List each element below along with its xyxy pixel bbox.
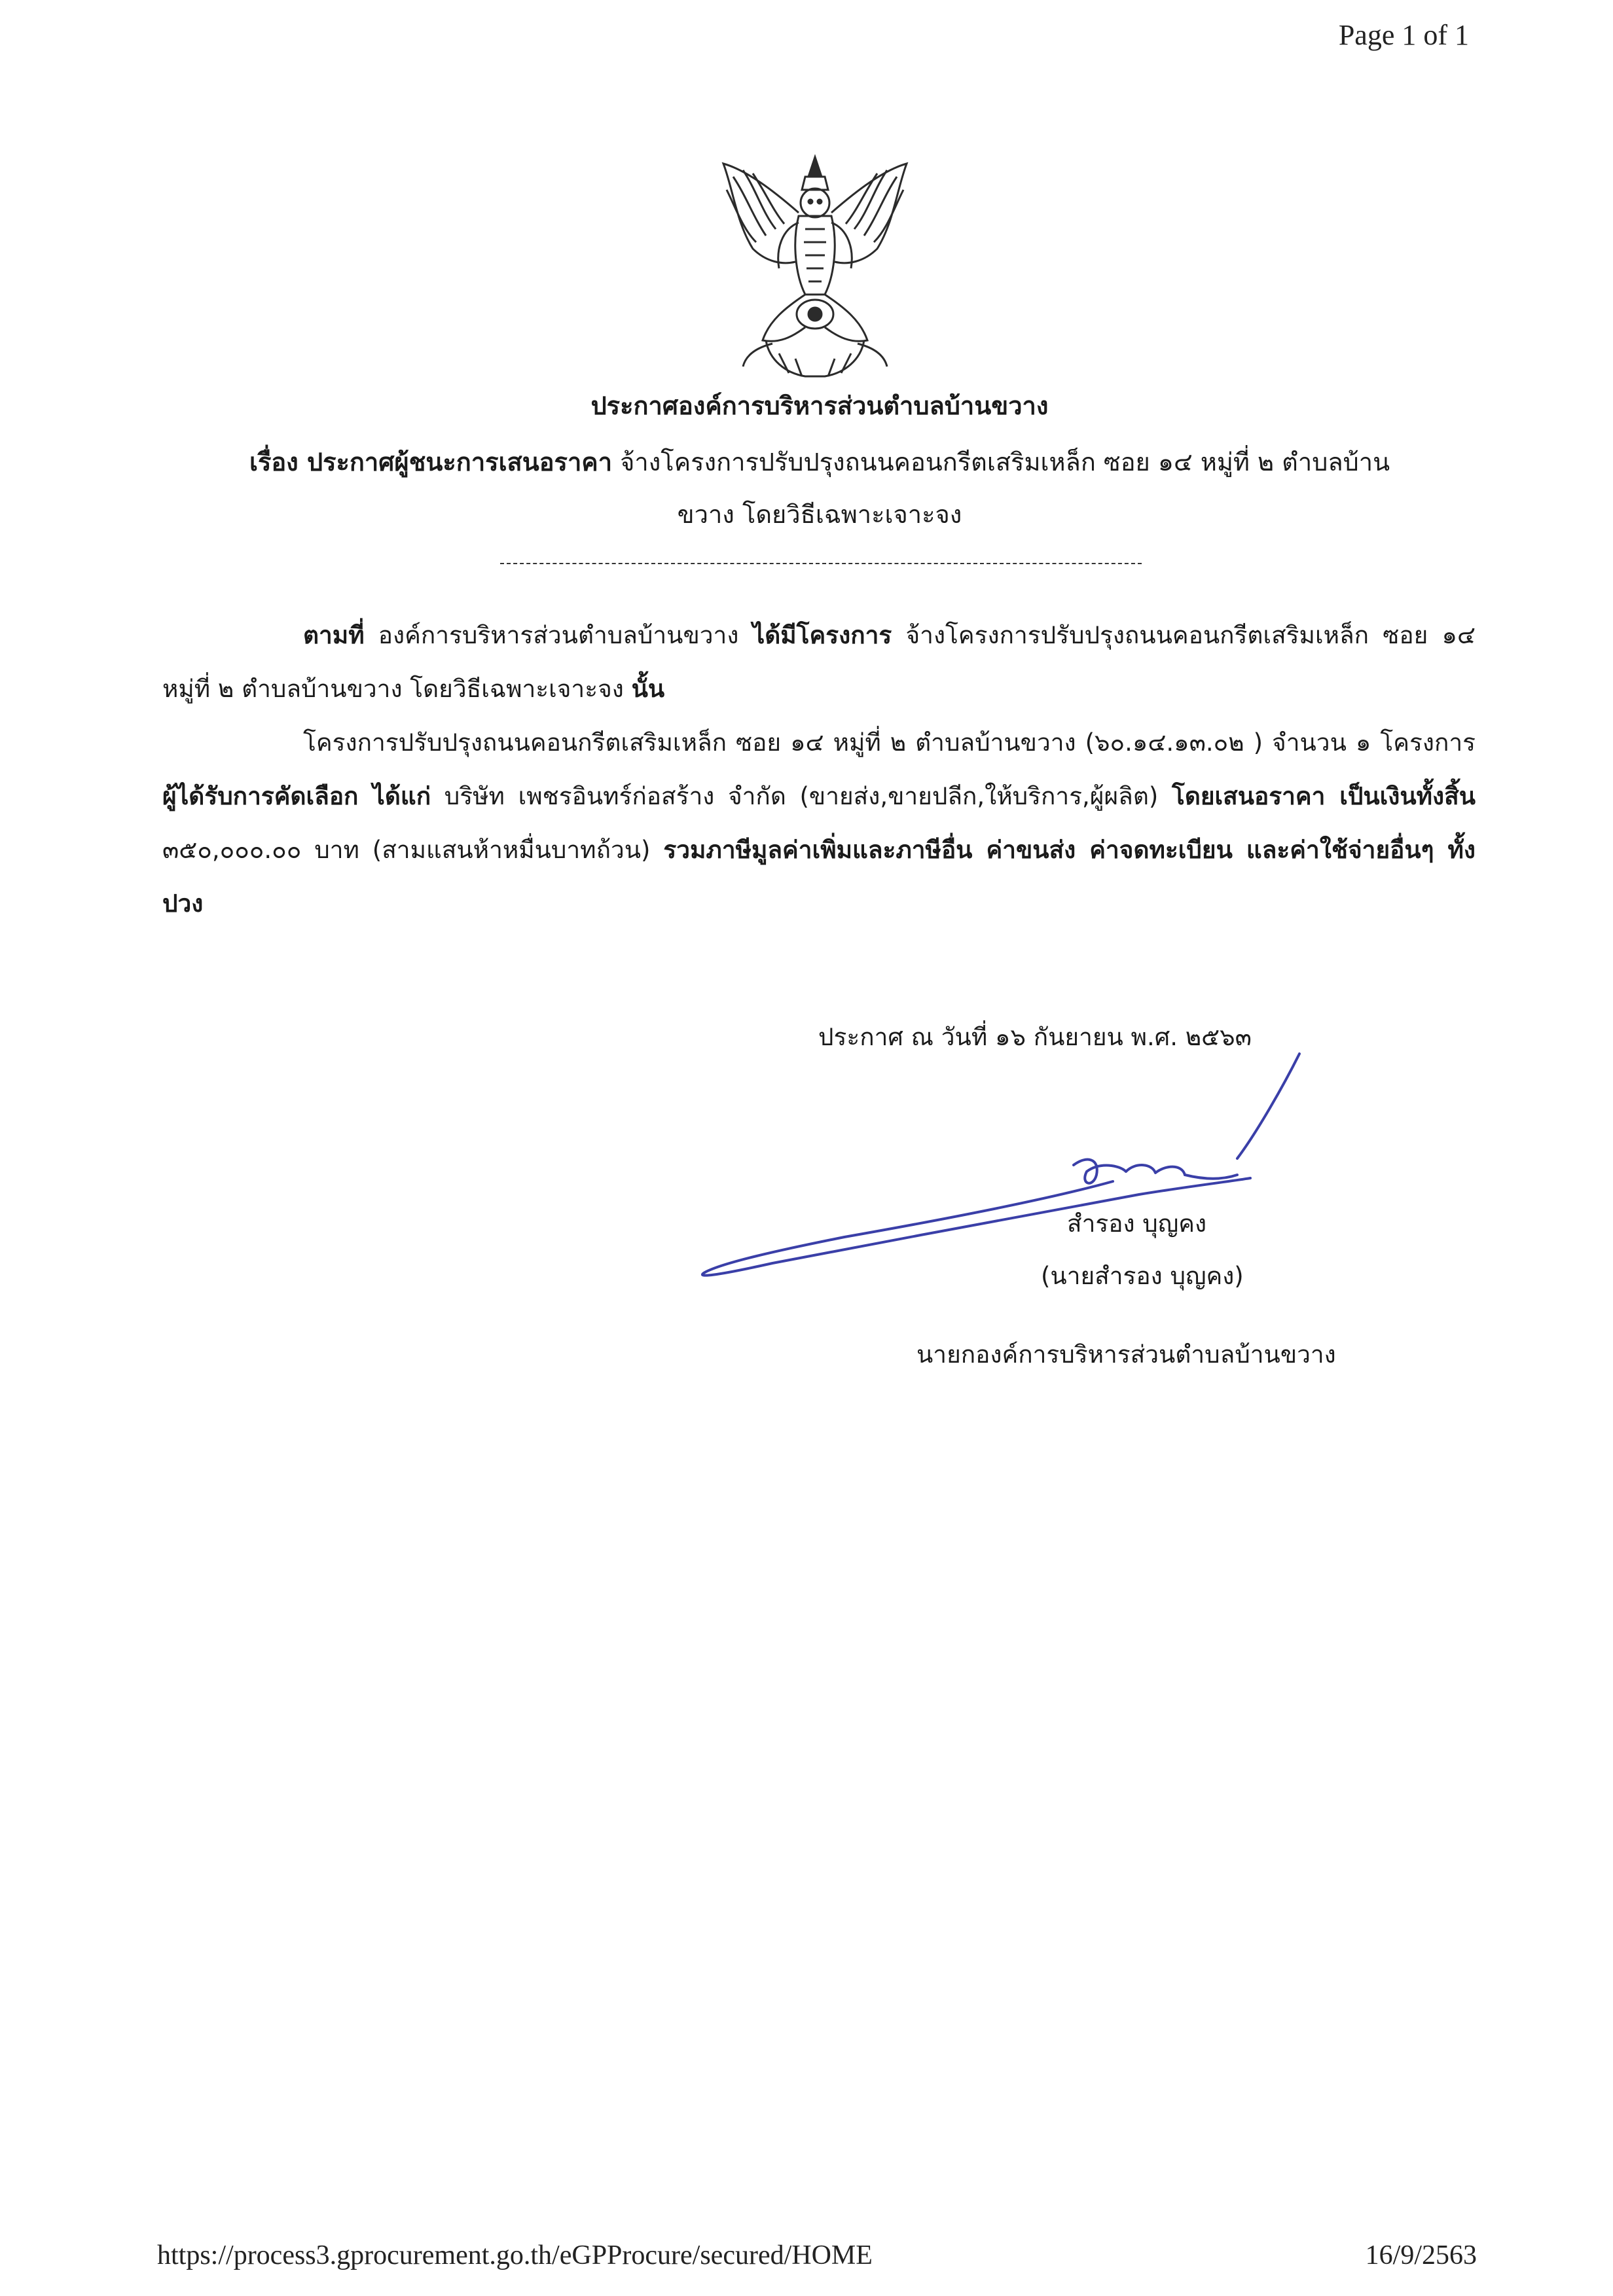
announcement-subject-continued: ขวาง โดยวิธีเฉพาะเจาะจง [677, 500, 962, 529]
p2-text-3: ๓๕๐,๐๐๐.๐๐ บาท (สามแสนห้าหมื่นบาทถ้วน) [162, 836, 664, 864]
p1-text-1: องค์การบริหารส่วนตำบลบ้านขวาง [364, 621, 753, 649]
p2-bold-1: ผู้ได้รับการคัดเลือก ได้แก่ [162, 782, 431, 810]
p1-text-2: จ้างโครงการปรับปรุงถนนคอนกรีตเสริมเหล็ก ซอย ๑๔ หมู่ที่ ๒ ตำบลบ้านขวาง โดยวิธีเฉพาะเจาะจง [162, 621, 1476, 703]
signer-position: นายกองค์การบริหารส่วนตำบลบ้านขวาง [916, 1340, 1336, 1369]
p2-bold-3: รวมภาษีมูลค่าเพิ่มและภาษีอื่น ค่าขนส่ง ค่าจดทะเบียน และค่าใช้จ่ายอื่นๆ ทั้งปวง [162, 836, 1476, 918]
body-paragraph-1 [162, 609, 1476, 716]
p1-end: นั้น [631, 675, 665, 703]
document-title-block [157, 380, 1482, 541]
body-paragraph-2 [162, 716, 1476, 931]
announcement-subject [157, 436, 1482, 488]
signer-full-name: (นายสำรอง บุญคง) [1041, 1262, 1244, 1290]
footer-url: https://process3.gprocurement.go.th/eGPProcure/secured/HOME [157, 2240, 873, 2270]
back-page-bleed [170, 1067, 471, 1381]
garuda-emblem-icon [707, 151, 923, 386]
p1-mid: ได้มีโครงการ [752, 621, 892, 649]
dashed-separator [500, 563, 1142, 564]
footer-print-date: 16/9/2563 [1365, 2240, 1477, 2270]
page-header-counter: Page 1 of 1 [1338, 19, 1469, 51]
p2-text-2: บริษัท เพชรอินทร์ก่อสร้าง จำกัด (ขายส่ง,ขายปลีก,ให้บริการ,ผู้ผลิต) [431, 782, 1172, 810]
announcement-date: ประกาศ ณ วันที่ ๑๖ กันยายน พ.ศ. ๒๕๖๓ [818, 1023, 1252, 1051]
p1-lead: ตามที่ [303, 621, 365, 649]
subject-label: เรื่อง ประกาศผู้ชนะการเสนอราคา [249, 448, 613, 476]
p2-text-1: โครงการปรับปรุงถนนคอนกรีตเสริมเหล็ก ซอย ๑๔ หมู่ที่ ๒ ตำบลบ้านขวาง (๖๐.๑๔.๑๓.๐๒ ) จำนวน ๑ โครงการ [303, 728, 1476, 757]
subject-text: จ้างโครงการปรับปรุงถนนคอนกรีตเสริมเหล็ก ซอย ๑๔ หมู่ที่ ๒ ตำบลบ้าน [612, 448, 1390, 476]
p2-bold-2: โดยเสนอราคา เป็นเงินทั้งสิ้น [1171, 782, 1476, 810]
announcement-title: ประกาศองค์การบริหารส่วนตำบลบ้านขวาง [590, 391, 1049, 420]
signer-name: สำรอง บุญคง [1067, 1210, 1207, 1238]
signer-block [903, 1198, 1427, 1302]
announcement-body [162, 609, 1476, 931]
